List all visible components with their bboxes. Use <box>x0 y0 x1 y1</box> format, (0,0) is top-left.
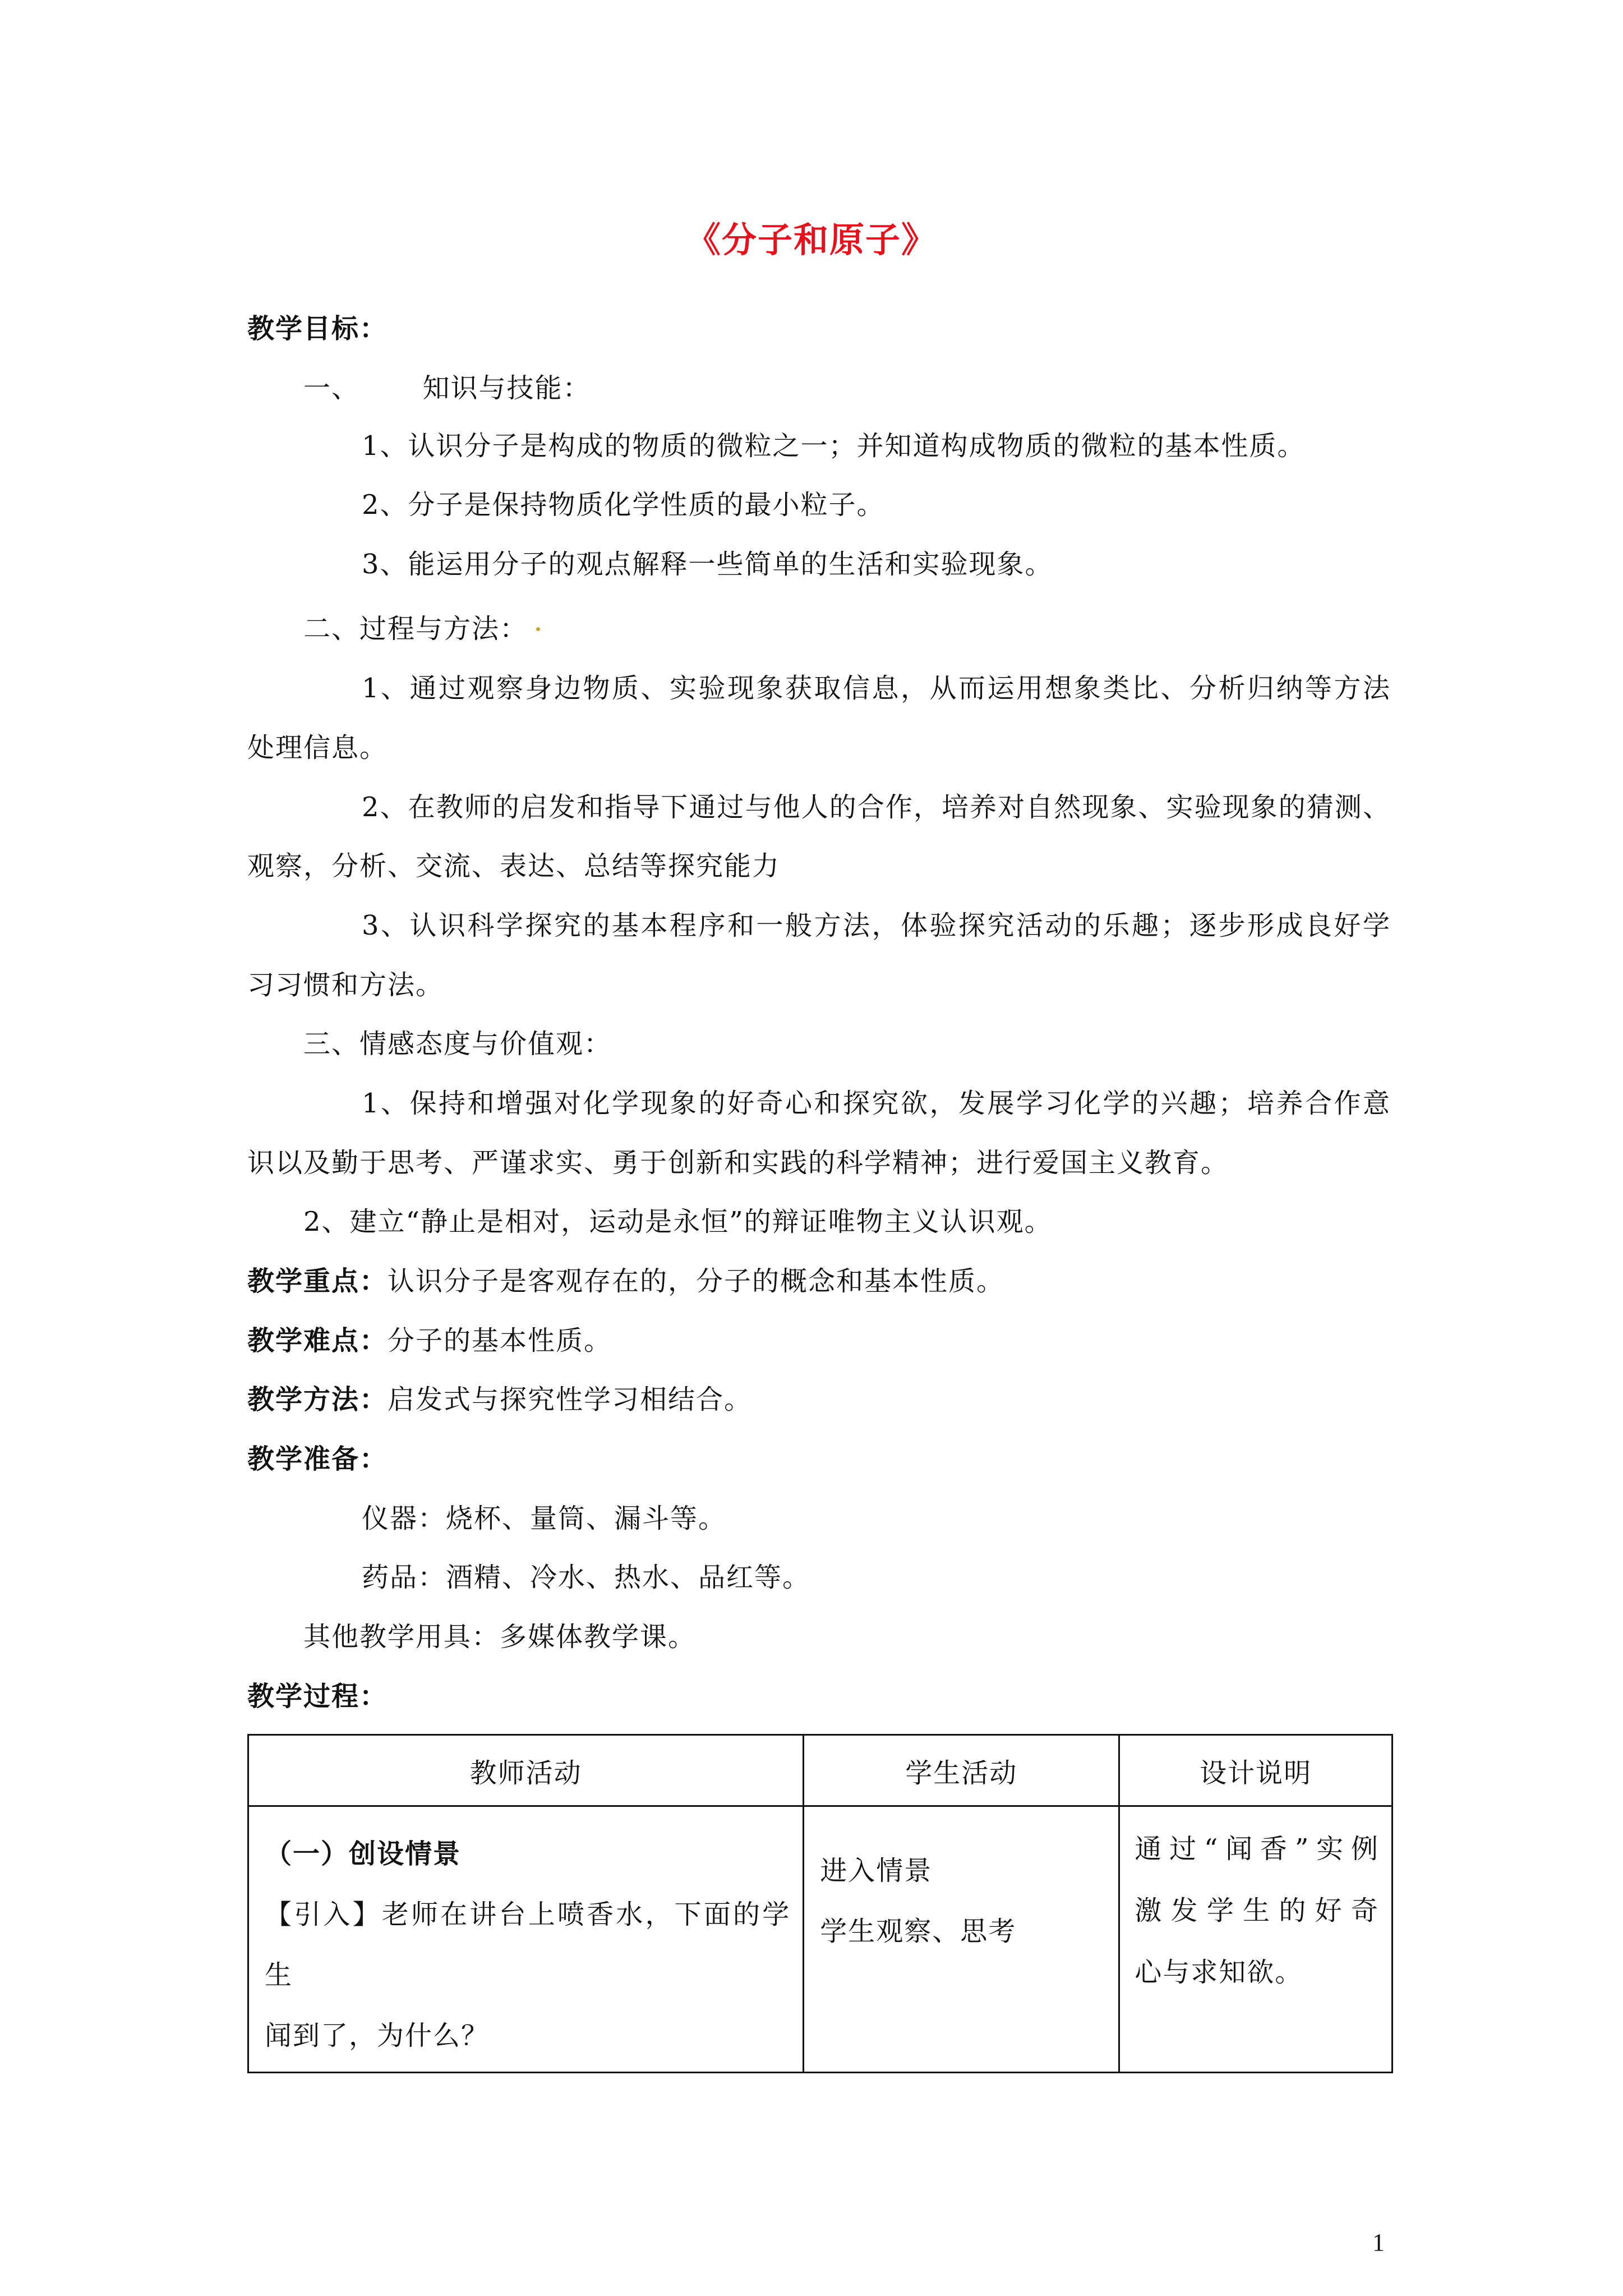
s2-item-3-line-1: 3、认识科学探究的基本程序和一般方法，体验探究活动的乐趣；逐步形成良好学 <box>362 910 1391 941</box>
teacher-text-line-1: 【引入】老师在讲台上喷香水，下面的学生 <box>265 1899 791 1991</box>
section-1-title: 知识与技能： <box>422 372 591 404</box>
s2-item-2-line-2: 观察，分析、交流、表达、总结等探究能力 <box>247 850 781 882</box>
preparation-other: 其他教学用具：多媒体教学课。 <box>303 1621 697 1653</box>
student-text-line-2: 学生观察、思考 <box>820 1916 1017 1947</box>
difficulty-text: 分子的基本性质。 <box>388 1325 612 1356</box>
preparation-reagents: 药品：酒精、冷水、热水、品红等。 <box>362 1562 811 1593</box>
preparation-instruments: 仪器：烧杯、量筒、漏斗等。 <box>362 1503 727 1534</box>
method <box>247 1383 752 1416</box>
objectives-heading: 教学目标： <box>247 313 388 344</box>
s2-item-1-line-2: 处理信息。 <box>247 732 388 763</box>
section-1-number: 一、 <box>303 372 360 404</box>
teacher-text-line-2: 闻到了，为什么？ <box>265 2020 490 2051</box>
s1-item-2: 2、分子是保持物质化学性质的最小粒子。 <box>362 489 885 521</box>
table-row <box>248 1806 1393 2073</box>
s2-item-2-line-1: 2、在教师的启发和指导下通过与他人的合作，培养对自然现象、实验现象的猜测、 <box>362 792 1391 823</box>
student-text-line-1: 进入情景 <box>820 1855 933 1887</box>
section-2-heading: 二、过程与方法： <box>303 613 528 645</box>
page-number: 1 <box>1372 2229 1385 2256</box>
teacher-step-title: （一）创设情景 <box>265 1838 462 1870</box>
s1-item-1: 1、认识分子是构成的物质的微粒之一；并知道构成物质的微粒的基本性质。 <box>362 430 1306 462</box>
column-header-teacher: 教师活动 <box>248 1735 804 1806</box>
column-header-student: 学生活动 <box>804 1735 1119 1806</box>
key-points-label: 教学重点： <box>247 1266 388 1297</box>
s3-item-1-line-2: 识以及勤于思考、严谨求实、勇于创新和实践的科学精神；进行爱国主义教育。 <box>247 1147 1229 1179</box>
s3-item-1-line-1: 1、保持和增强对化学现象的好奇心和探究欲，发展学习化学的兴趣；培养合作意 <box>362 1088 1391 1119</box>
s2-item-1-line-1: 1、通过观察身边物质、实验现象获取信息，从而运用想象类比、分析归纳等方法 <box>362 673 1391 704</box>
design-text-line-2: 激发学生的好奇 <box>1135 1895 1379 1926</box>
teacher-activity-cell <box>248 1806 804 2073</box>
method-text: 启发式与探究性学习相结合。 <box>388 1384 753 1415</box>
table-header-row <box>248 1735 1393 1806</box>
method-label: 教学方法： <box>247 1384 388 1415</box>
column-header-design: 设计说明 <box>1119 1735 1393 1806</box>
stray-dot-mark <box>536 627 540 631</box>
section-1-heading <box>303 371 591 405</box>
design-note-cell <box>1119 1806 1393 2073</box>
section-3-heading: 三、情感态度与价值观： <box>303 1028 612 1060</box>
s2-item-3-line-2: 习习惯和方法。 <box>247 969 444 1001</box>
difficulty <box>247 1324 612 1358</box>
student-activity-cell <box>804 1806 1119 2073</box>
key-points <box>247 1264 1004 1298</box>
design-text-line-3: 心与求知欲。 <box>1135 1957 1303 1988</box>
key-points-text: 认识分子是客观存在的，分子的概念和基本性质。 <box>388 1266 1005 1297</box>
process-heading: 教学过程： <box>247 1681 388 1712</box>
design-text-line-1: 通过“闻香”实例 <box>1135 1833 1379 1865</box>
process-table <box>247 1734 1393 2073</box>
document-title: 《分子和原子》 <box>685 219 937 260</box>
difficulty-label: 教学难点： <box>247 1325 388 1356</box>
preparation-heading: 教学准备： <box>247 1443 388 1475</box>
s1-item-3: 3、能运用分子的观点解释一些简单的生活和实验现象。 <box>362 549 1053 580</box>
s3-item-2: 2、建立“静止是相对，运动是永恒”的辩证唯物主义认识观。 <box>303 1206 1053 1237</box>
